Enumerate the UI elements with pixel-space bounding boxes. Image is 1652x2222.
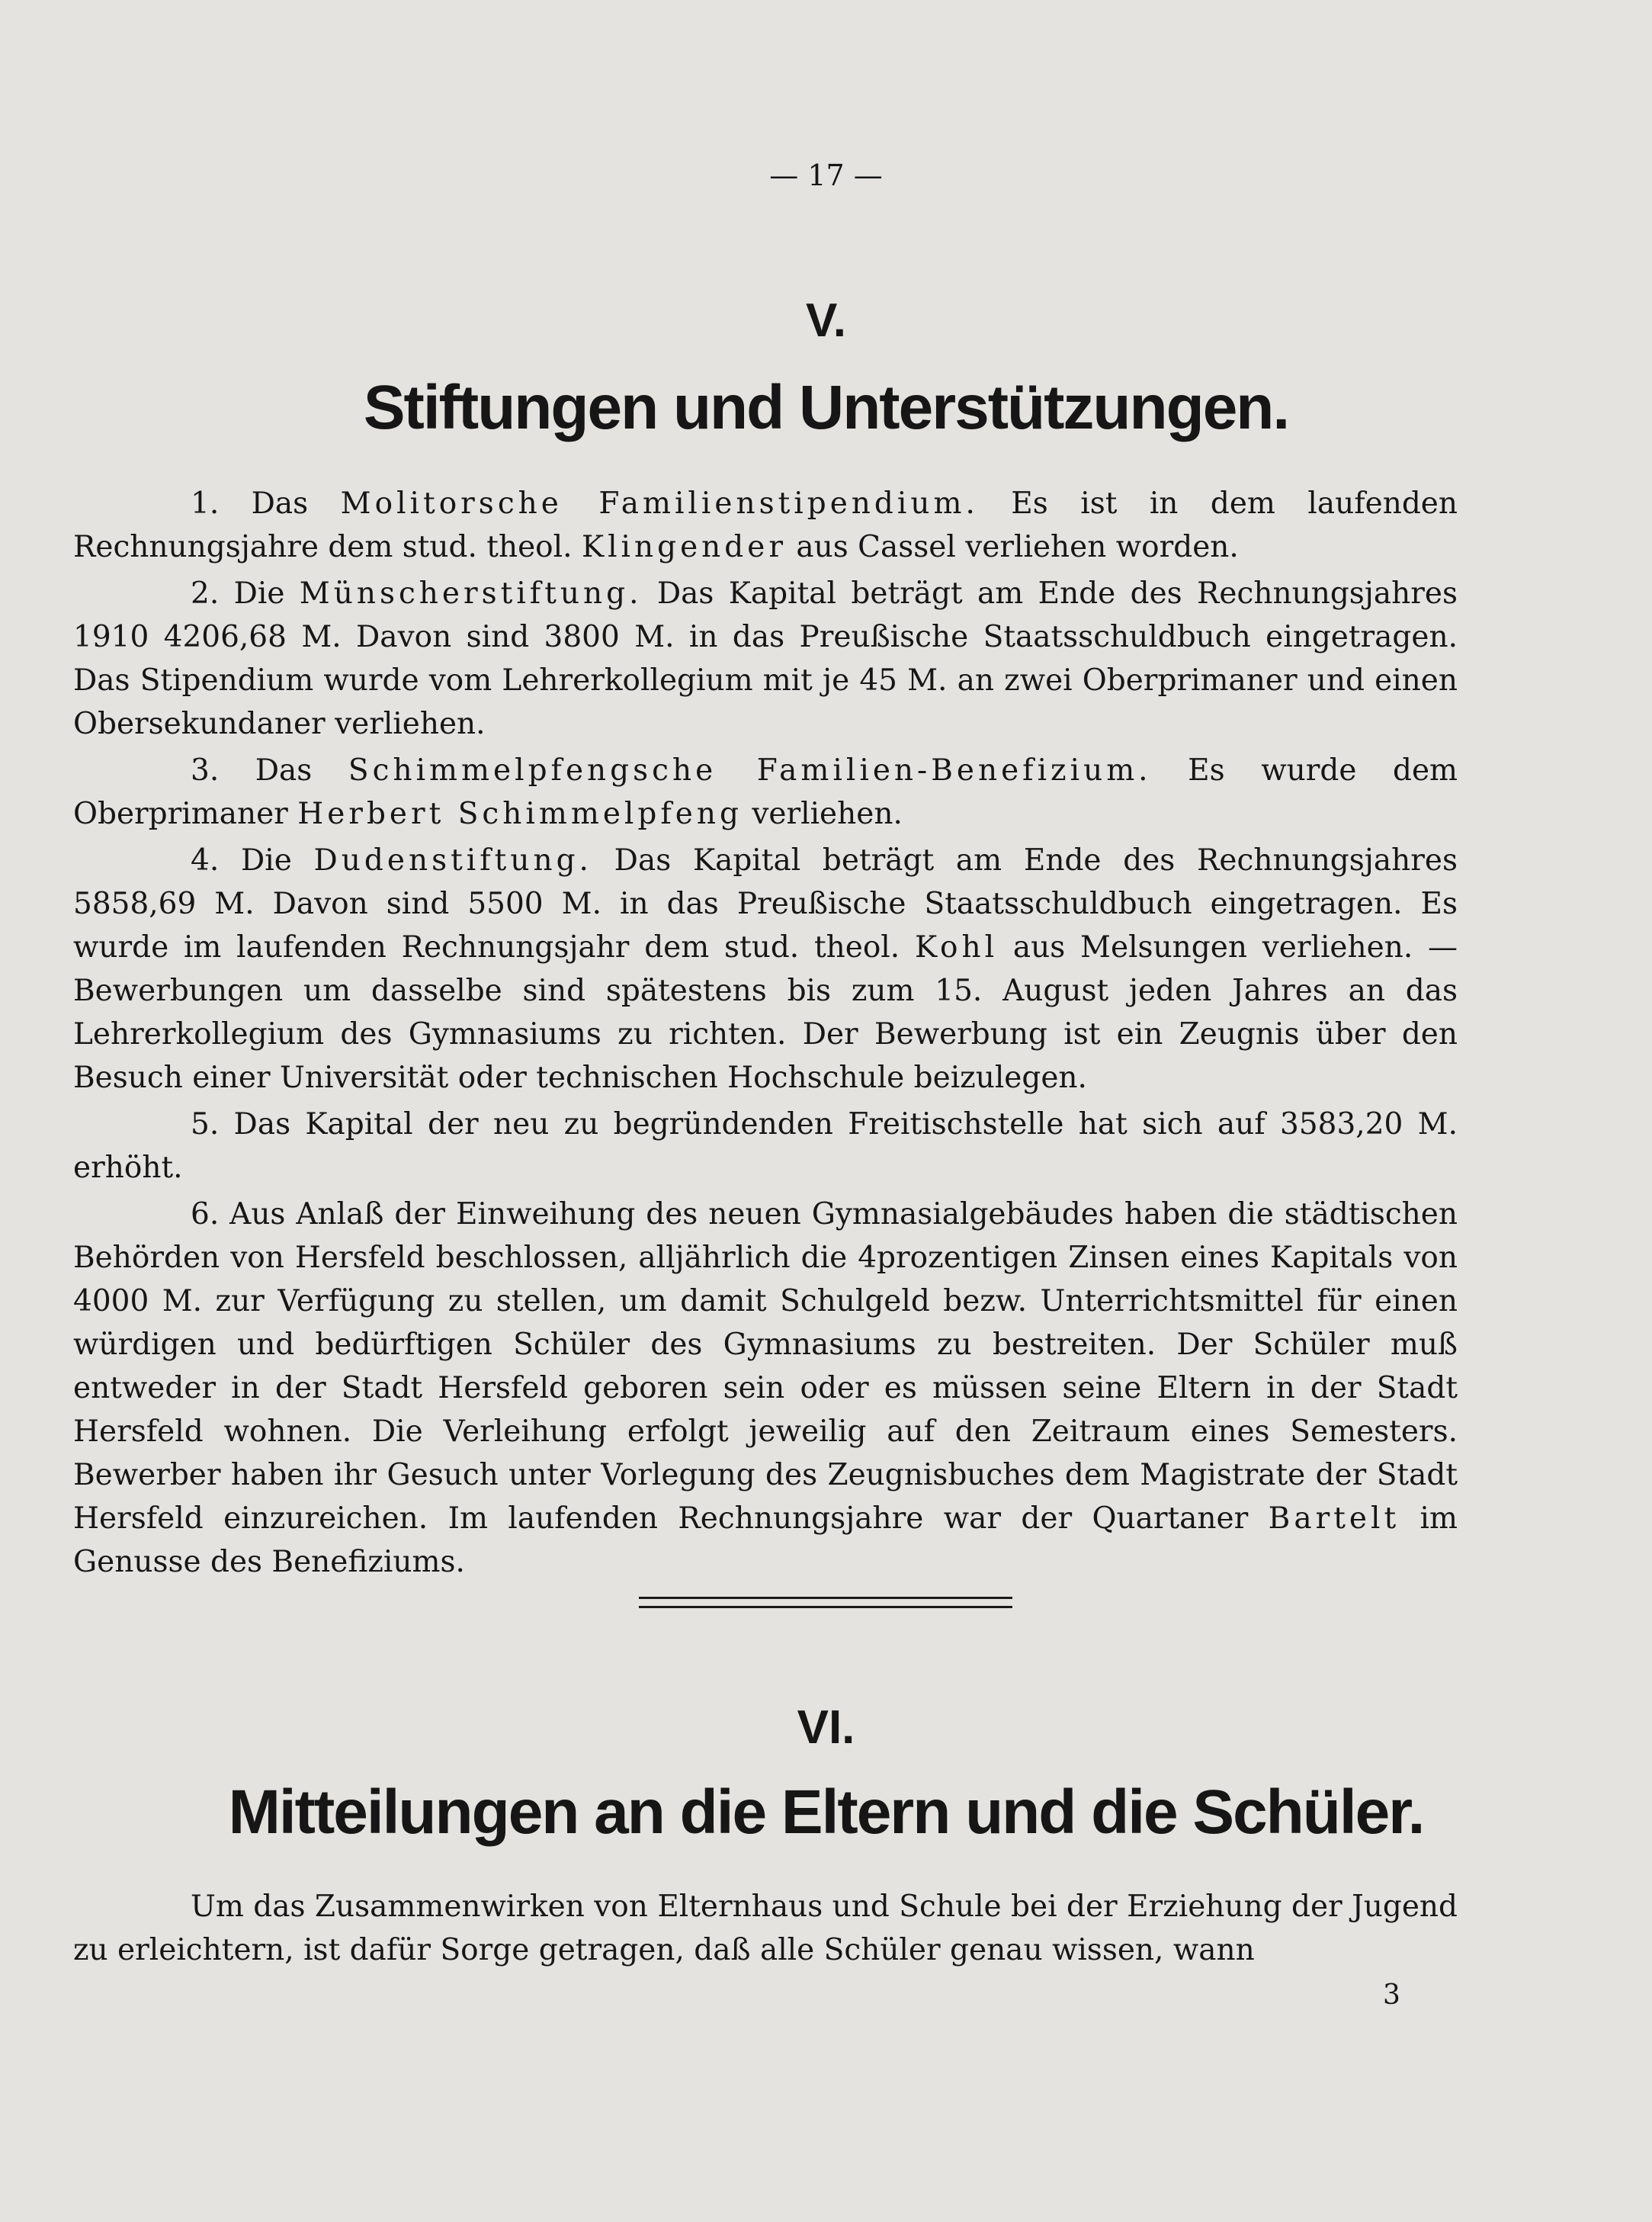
spaced-name: Kohl [914, 930, 999, 965]
spaced-name: Bartelt [1268, 1501, 1400, 1536]
section-body [73, 482, 1458, 1587]
paragraph: 4. Die Dudenstiftung. Das Kapital beträgt am Ende des Rechnungsjahres 5858,69 M. Davon sind 5500 M. in das Preußische Staatsschuldbuch eingetragen. Es wurde im laufenden Rechnungsjahr dem stud. theol. Kohl aus Melsungen verliehen. — Bewerbungen um dasselbe sind spätestens bis zum 15. August jeden Jahres an das Lehrerkollegium des Gymnasiums zu richten. Der Bewerbung ist ein Zeugnis über den Besuch einer Universität oder technischen Hochschule beizulegen. [73, 843, 1458, 1095]
paragraph: 5. Das Kapital der neu zu begründenden Freitischstelle hat sich auf 3583,20 M. erhöht. [73, 1107, 1458, 1185]
section-numeral: VI. [797, 1701, 855, 1754]
paragraph: Um das Zusammenwirken von Elternhaus und Schule bei der Erziehung der Jugend zu erleichtern, ist dafür Sorge getragen, daß alle Schüler genau wissen, wann [73, 1890, 1458, 1967]
signature-mark: 3 [1383, 1980, 1400, 2011]
page-number: — 17 — [769, 159, 883, 192]
spaced-name: Schimmelpfengsche Familien-Benefizium. [348, 753, 1152, 788]
section-title: Stiftungen und Unterstützungen. [363, 373, 1289, 442]
spaced-name: Molitorsche Familienstipendium. [340, 486, 979, 521]
paragraph: 3. Das Schimmelpfengsche Familien-Benefizium. Es wurde dem Oberprimaner Herbert Schimmelpfeng verliehen. [73, 753, 1458, 831]
spaced-name: Klingender [581, 530, 787, 564]
spaced-name: Herbert Schimmelpfeng [297, 797, 743, 831]
paragraph: 6. Aus Anlaß der Einweihung des neuen Gymnasialgebäudes haben die städtischen Behörden von Hersfeld beschlossen, alljährlich die 4prozentigen Zinsen eines Kapitals von 4000 M. zur Verfügung zu stellen, um damit Schulgeld bezw. Unterrichtsmittel für einen würdigen und bedürftigen Schüler des Gymnasiums zu bestreiten. Der Schüler muß entweder in der Stadt Hersfeld geboren sein oder es müssen seine Eltern in der Stadt Hersfeld wohnen. Die Verleihung erfolgt jeweilig auf den Zeitraum eines Semesters. Bewerber haben ihr Gesuch unter Vorlegung des Zeugnisbuches dem Magistrate der Stadt Hersfeld einzureichen. Im laufenden Rechnungsjahre war der Quartaner Bartelt im Genusse des Benefiziums. [73, 1197, 1458, 1579]
section-numeral: V. [806, 294, 846, 347]
paragraph: 2. Die Münscherstiftung. Das Kapital beträgt am Ende des Rechnungsjahres 1910 4206,68 M. Davon sind 3800 M. in das Preußische Staatsschuldbuch eingetragen. Das Stipendium wurde vom Lehrerkollegium mit je 45 M. an zwei Oberprimaner und einen Obersekundaner verliehen. [73, 576, 1458, 741]
paragraph: 1. Das Molitorsche Familienstipendium. Es ist in dem laufenden Rechnungsjahre dem stud. theol. Klingender aus Cassel verliehen worden. [73, 486, 1458, 564]
section-body [73, 1885, 1458, 1975]
spaced-name: Dudenstiftung. [313, 843, 592, 878]
section-title: Mitteilungen an die Eltern und die Schüler. [228, 1777, 1424, 1847]
section-divider [639, 1597, 1012, 1608]
spaced-name: Münscherstiftung. [299, 576, 643, 611]
